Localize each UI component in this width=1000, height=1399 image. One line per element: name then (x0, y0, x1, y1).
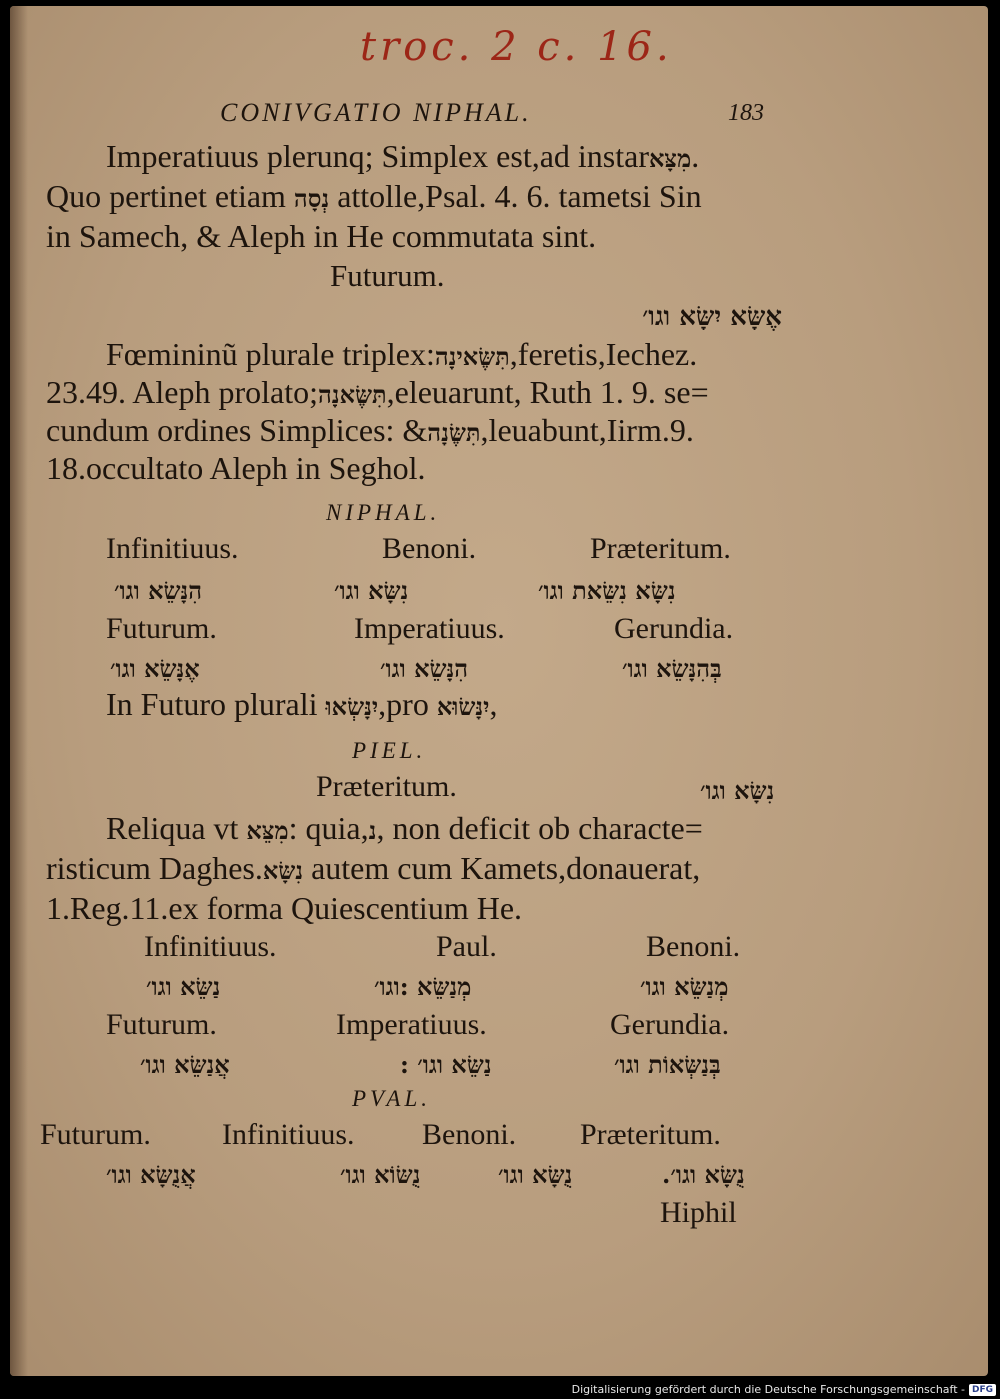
niphal-title: NIPHAL. (326, 500, 441, 525)
piel-form-infinitiuus: נַשֵּׂא וגו׳ (146, 972, 221, 1001)
niphal-header-futurum: Futurum. (106, 612, 217, 645)
niphal-form-infinitiuus: הִנָּשֵׂא וגו׳ (114, 576, 203, 605)
para2-line2: 23.49. Aleph prolato;תִּשֶּׂאנָה,eleuarunt, Ruth 1. 9. se= (46, 374, 709, 410)
piel-para-line2: risticum Daghes.נִשָּׂא autem cum Kamets,donauerat, (46, 850, 701, 886)
pual-header-preteritum: Præteritum. (580, 1118, 721, 1151)
piel-header-gerundia: Gerundia. (610, 1008, 730, 1041)
hebrew-word: יִנָּשׂוּא (436, 692, 490, 721)
para2-line1: Fœmininũ plurale triplex:תִּשֶּׂאינָה,feretis,Iechez. (106, 336, 698, 372)
piel-form-futurum: אֲנַשֵּׂא וגו׳ (140, 1050, 230, 1079)
para1-line1: Imperatiuus plerunq; Simplex est,ad instarמִצָּא. (106, 138, 700, 174)
para2-line4: 18.occultato Aleph in Seghol. (46, 450, 426, 486)
piel-title: PIEL. (352, 738, 427, 763)
para1-line2: Quo pertinet etiam נְסָה attolle,Psal. 4. 6. tametsi Sin (46, 178, 702, 214)
pual-header-futurum: Futurum. (40, 1118, 151, 1151)
piel-header-benoni: Benoni. (646, 930, 741, 963)
pual-form-preteritum: נֻשָּׂא וגו׳. (662, 1160, 745, 1189)
hebrew-letter: נ (368, 816, 377, 845)
piel-header-paul: Paul. (436, 930, 497, 963)
piel-form-benoni: מְנַשֵּׂא וגו׳ (640, 972, 729, 1001)
piel-para-line1: Reliqua vt מִצֵּא: quia,נ, non deficit ob characte= (106, 810, 703, 846)
hebrew-word: תִּשֶּׂאנָה (317, 380, 387, 409)
pual-header-benoni: Benoni. (422, 1118, 517, 1151)
niphal-form-gerundia: בְּהִנָּשֵׂא וגו׳ (622, 654, 722, 683)
futurum-forms: אֶשָּׂא יִשָּׂא וגו׳ (642, 302, 782, 332)
hebrew-word: תִּשֶּׂנָה (427, 418, 481, 447)
niphal-header-gerundia: Gerundia. (614, 612, 734, 645)
piel-form-gerundia: בְּנַשְּׂאוֹת וגו׳ (614, 1050, 721, 1079)
para2-line3: cundum ordines Simplices: &תִּשֶּׂנָה,leuabunt,Iirm.9. (46, 412, 694, 448)
folio-number: 183 (728, 100, 764, 126)
niphal-header-imperatiuus: Imperatiuus. (354, 612, 505, 645)
hebrew-word: תִּשֶּׂאינָה (434, 342, 510, 371)
piel-para-line3: 1.Reg.11.ex forma Quiescentium He. (46, 890, 523, 926)
piel-preteritum-label: Præteritum. (316, 770, 457, 803)
hebrew-word: מִצֵּא (246, 816, 289, 845)
futurum-heading: Futurum. (330, 258, 445, 293)
pual-title: PVAL. (352, 1086, 431, 1111)
digitization-footer (572, 1383, 996, 1396)
niphal-form-benoni: נִשָּׂא וגו׳ (334, 576, 409, 605)
niphal-form-preteritum: נִשָּׂא נִשֵּׂאת וגו׳ (538, 576, 676, 605)
handwritten-shelfmark: troc. 2 c. 16. (360, 24, 673, 70)
footer-text: Digitalisierung gefördert durch die Deutsche Forschungsgemeinschaft - (571, 1383, 965, 1396)
niphal-header-benoni: Benoni. (382, 532, 477, 565)
niphal-note: In Futuro plurali יִנָּשְׂאוּ,pro יִנָּשׂוּא, (106, 686, 498, 722)
pual-form-infinitiuus: נֻשּׂוֹא וגו׳ (340, 1160, 421, 1189)
piel-header-infinitiuus: Infinitiuus. (144, 930, 277, 963)
pual-header-infinitiuus: Infinitiuus. (222, 1118, 355, 1151)
piel-form-imperatiuus: נַשֵּׂא וגו׳ : (400, 1050, 492, 1079)
hebrew-word: יִנָּשְׂאוּ (325, 692, 379, 721)
piel-form-paul: מְנַשֵּׂא :וגו׳ (374, 972, 472, 1001)
niphal-header-preteritum: Præteritum. (590, 532, 731, 565)
para1-line3: in Samech, & Aleph in He commutata sint. (46, 218, 597, 254)
pual-form-benoni: נֻשָּׂא וגו׳ (498, 1160, 573, 1189)
hebrew-word: נְסָה (293, 184, 330, 213)
hebrew-word: נִשָּׂא (262, 856, 304, 885)
book-page (10, 6, 988, 1376)
niphal-form-imperatiuus: הִנָּשֵׂא וגו׳ (380, 654, 469, 683)
dfg-logo: DFG (969, 1384, 996, 1396)
piel-preteritum-form: נִשָּׂא וגו׳ (700, 776, 775, 805)
catchword: Hiphil (660, 1196, 737, 1229)
niphal-header-infinitiuus: Infinitiuus. (106, 532, 239, 565)
pual-form-futurum: אֲנֻשָּׂא וגו׳ (106, 1160, 196, 1189)
hebrew-word: מִצָּא (649, 144, 692, 173)
piel-header-futurum: Futurum. (106, 1008, 217, 1041)
running-head: CONIVGATIO NIPHAL. (220, 98, 532, 127)
piel-header-imperatiuus: Imperatiuus. (336, 1008, 487, 1041)
niphal-form-futurum: אֶנָּשֵׂא וגו׳ (110, 654, 200, 683)
